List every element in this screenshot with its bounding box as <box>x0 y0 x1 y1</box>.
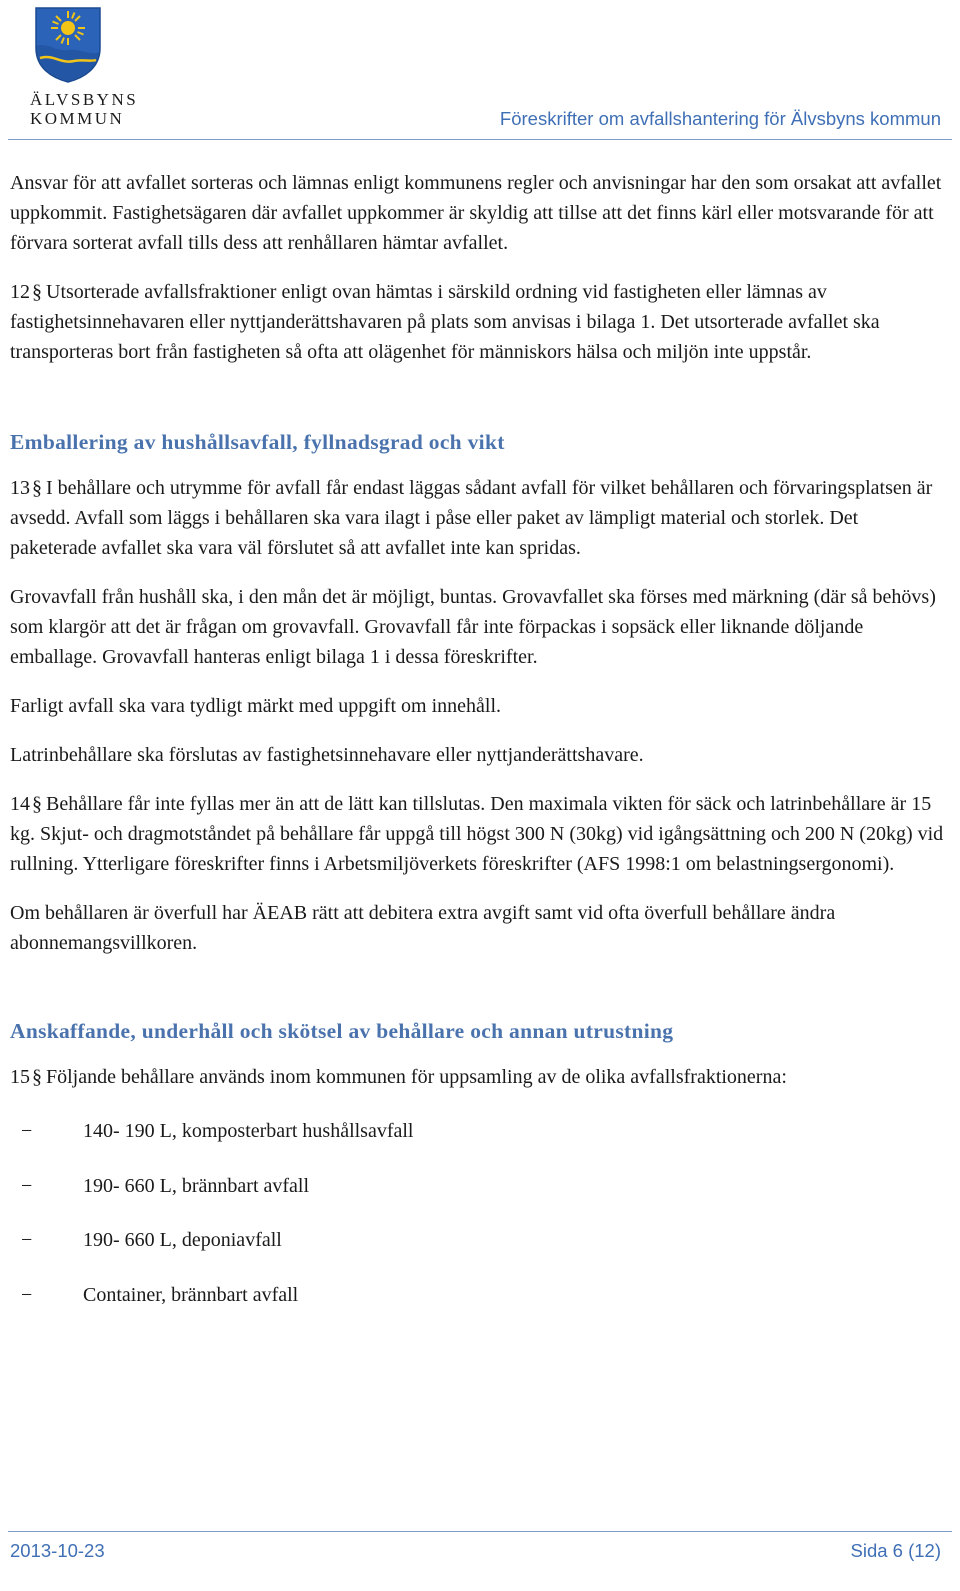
section-15-number: 15 <box>10 1066 30 1088</box>
section-14-text: Behållare får inte fyllas mer än att de lätt kan tillslutas. Den maximala vikten för säck och latrinbehållare är 15 kg. Skjut- och dragmotståndet på behållare får uppgå till högst 300 N (30kg) vid igångsättning och 200 N (20kg) vid rullning. Ytterligare föreskrifter finns i Arbetsmiljöverkets föreskrifter (AFS 1998:1 om belastningsergonomi). <box>10 793 944 875</box>
section-15-paragraph <box>10 1062 945 1092</box>
header-divider <box>8 139 952 140</box>
document-header-title: Föreskrifter om avfallshantering för Älvsbyns kommun <box>499 108 941 129</box>
container-list <box>10 1116 945 1334</box>
municipality-logo <box>30 6 139 128</box>
farligt-avfall-paragraph: Farligt avfall ska vara tydligt märkt med uppgift om innehåll. <box>10 695 501 717</box>
footer-page-number: Sida 6 (12) <box>850 1540 941 1561</box>
heading-anskaffande: Anskaffande, underhåll och skötsel av behållare och annan utrustning <box>10 1019 674 1043</box>
list-item <box>10 1171 945 1226</box>
list-item <box>10 1280 945 1335</box>
overfull-paragraph: Om behållaren är överfull har ÄEAB rätt att debitera extra avgift samt vid ofta överfull behållare ändra abonnemangsvillkoren. <box>10 902 836 954</box>
logo-text-line2: KOMMUN <box>30 109 125 128</box>
section-13-paragraph <box>10 473 945 563</box>
section-13-number: 13 <box>10 477 30 499</box>
section-14-paragraph <box>10 789 945 879</box>
document-body <box>10 168 945 1334</box>
intro-paragraph: Ansvar för att avfallet sorteras och lämnas enligt kommunens regler och anvisningar har den som orsakat att avfallet uppkommit. Fastighetsägaren där avfallet uppkommer är skyldig att tillse att det finns kärl eller motsvarande för att förvara sorterat avfall tills dess att renhållaren hämtar avfallet. <box>10 172 942 254</box>
list-dash-icon: − <box>21 1229 33 1251</box>
list-dash-icon: − <box>21 1283 33 1306</box>
section-15-text: Följande behållare används inom kommunen för uppsamling av de olika avfallsfraktionerna: <box>46 1066 787 1088</box>
section-12-number: 12 <box>10 281 30 303</box>
section-13-text: I behållare och utrymme för avfall får endast läggas sådant avfall för vilket behållaren och förvaringsplatsen är avsedd. Avfall som läggs i behållaren ska vara ilagt i påse eller paket av lämpligt material och storlek. Det paketerade avfallet ska vara väl förslutet så att avfallet inte kan spridas. <box>10 477 933 559</box>
list-dash-icon: − <box>21 1120 33 1142</box>
list-dash-icon: − <box>21 1174 33 1197</box>
section-14-number: 14 <box>10 793 30 815</box>
list-item <box>10 1225 945 1280</box>
logo-text-line1: ÄLVSBYNS <box>30 90 139 109</box>
section-sign-icon: § <box>32 1066 42 1088</box>
grovavfall-paragraph: Grovavfall från hushåll ska, i den mån det är möjligt, buntas. Grovavfallet ska förses med märkning (där så behövs) som klargör att det är frågan om grovavfall. Grovavfall får inte förpackas i sopsäck eller liknande döljande emballage. Grovavfall hanteras enligt bilaga 1 i dessa föreskrifter. <box>10 586 936 668</box>
list-item-text: 140- 190 L, komposterbart hushållsavfall <box>83 1120 414 1142</box>
list-item-text: 190- 660 L, deponiavfall <box>83 1229 282 1251</box>
section-sign-icon: § <box>32 477 42 499</box>
list-item-text: 190- 660 L, brännbart avfall <box>83 1174 310 1197</box>
section-sign-icon: § <box>32 793 42 815</box>
footer-date: 2013-10-23 <box>10 1540 105 1561</box>
list-item-text: Container, brännbart avfall <box>83 1283 299 1306</box>
heading-emballering: Emballering av hushållsavfall, fyllnadsgrad och vikt <box>10 430 505 454</box>
latrin-paragraph: Latrinbehållare ska förslutas av fastighetsinnehavare eller nyttjanderättshavare. <box>10 744 644 766</box>
coat-of-arms-icon <box>34 6 102 84</box>
section-sign-icon: § <box>32 281 42 303</box>
list-item <box>10 1116 945 1171</box>
footer-divider <box>8 1531 952 1532</box>
section-12-paragraph <box>10 277 945 367</box>
section-12-text: Utsorterade avfallsfraktioner enligt ovan hämtas i särskild ordning vid fastigheten eller lämnas av fastighetsinnehavaren eller nyttjanderättshavaren på plats som anvisas i bilaga 1. Det utsorterade avfallet ska transporteras bort från fastigheten så ofta att olägenhet för människors hälsa och miljön inte uppstår. <box>10 281 880 363</box>
